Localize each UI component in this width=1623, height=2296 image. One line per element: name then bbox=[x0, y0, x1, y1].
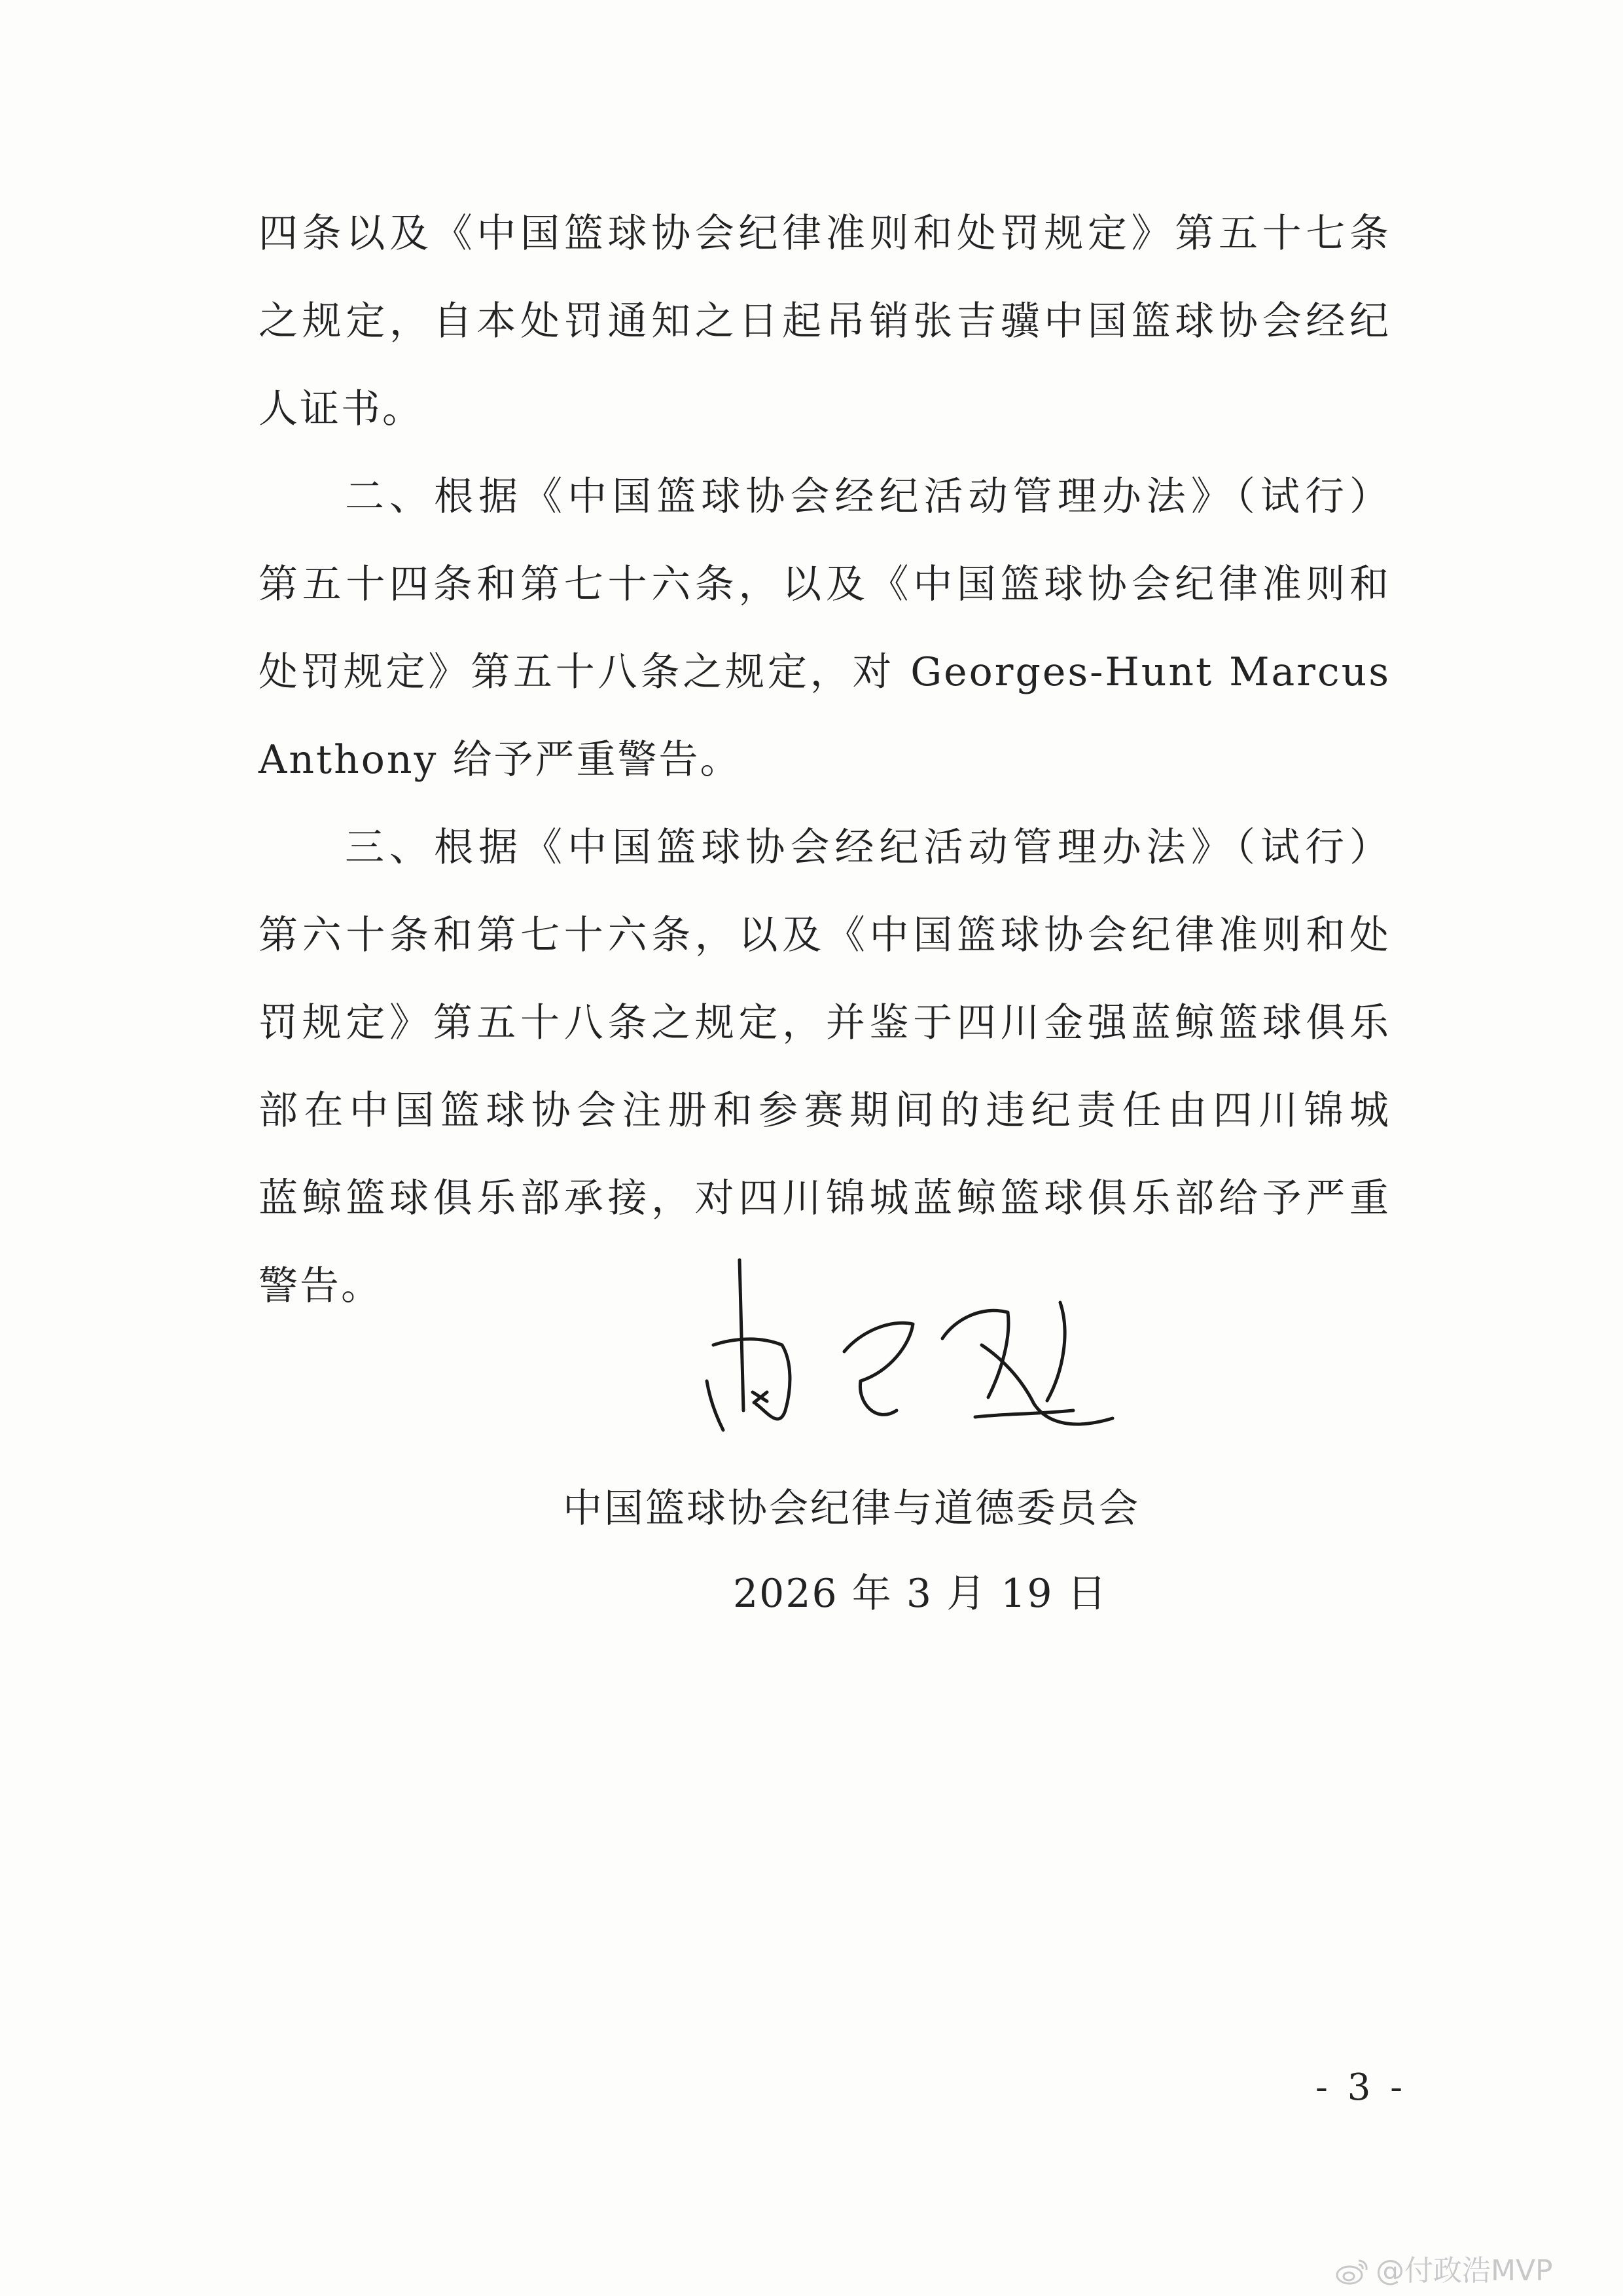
issuing-organization: 中国篮球协会纪律与道德委员会 bbox=[563, 1486, 1140, 1532]
handwritten-signature bbox=[694, 1247, 1165, 1482]
body-line: 三、根据《中国篮球协会经纪活动管理办法》（试行） bbox=[345, 825, 1391, 870]
body-line: 第六十条和第七十六条，以及《中国篮球协会纪律准则和处 bbox=[259, 912, 1391, 958]
body-line: 第五十四条和第七十六条，以及《中国篮球协会纪律准则和 bbox=[259, 562, 1391, 607]
body-line: Anthony 给予严重警告。 bbox=[259, 737, 741, 783]
body-line: 罚规定》第五十八条之规定，并鉴于四川金强蓝鲸篮球俱乐 bbox=[259, 1000, 1391, 1046]
body-line: 警告。 bbox=[259, 1263, 382, 1309]
body-line: 四条以及《中国篮球协会纪律准则和处罚规定》第五十七条 bbox=[259, 211, 1391, 257]
body-line: 二、根据《中国篮球协会经纪活动管理办法》（试行） bbox=[345, 474, 1391, 520]
body-line: 蓝鲸篮球俱乐部承接，对四川锦城蓝鲸篮球俱乐部给予严重 bbox=[259, 1175, 1391, 1221]
body-line: 人证书。 bbox=[259, 386, 423, 432]
page-number: - 3 - bbox=[1315, 2066, 1407, 2109]
watermark-text: @付政浩MVP bbox=[1376, 2254, 1553, 2287]
document-body bbox=[259, 190, 1391, 1330]
body-line: 之规定，自本处罚通知之日起吊销张吉骥中国篮球协会经纪 bbox=[259, 298, 1391, 344]
weibo-icon bbox=[1335, 2257, 1369, 2286]
body-line: 处罚规定》第五十八条之规定，对 Georges-Hunt Marcus bbox=[259, 649, 1391, 695]
body-line: 部在中国篮球协会注册和参赛期间的违纪责任由四川锦城 bbox=[259, 1088, 1391, 1134]
watermark bbox=[1335, 2251, 1553, 2291]
issue-date: 2026 年 3 月 19 日 bbox=[733, 1571, 1108, 1617]
